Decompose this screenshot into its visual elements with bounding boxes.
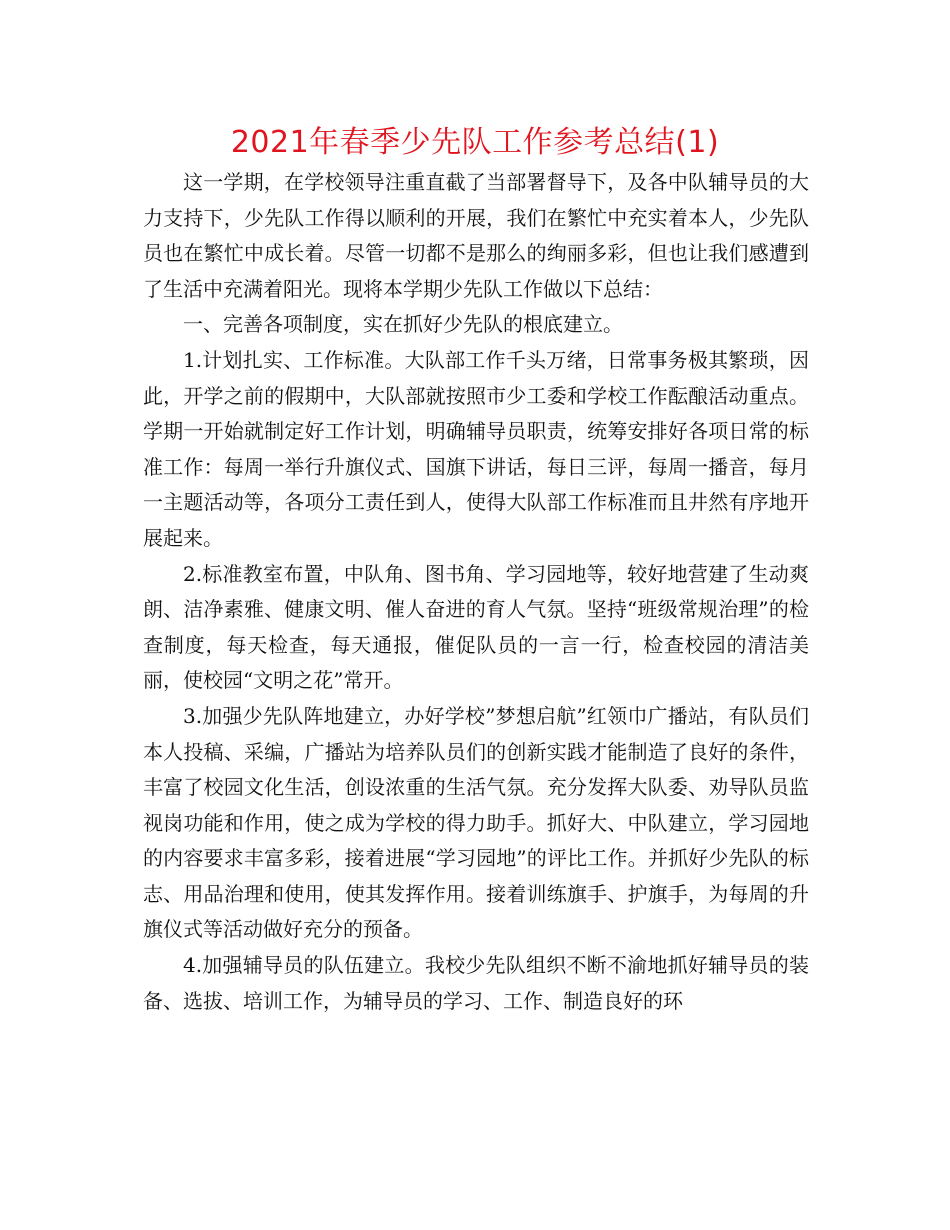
document-body [143,165,809,1019]
paragraph-intro: 这一学期，在学校领导注重直截了当部署督导下，及各中队辅导员的大力支持下，少先队工作得以顺利的开展，我们在繁忙中充实着本人，少先队员也在繁忙中成长着。尽管一切都不是那么的绚丽多彩，但也让我们感遭到了生活中充满着阳光。现将本学期少先队工作做以下总结： [143,170,809,301]
paragraph-item-3: 3.加强少先队阵地建立，办好学校”梦想启航”红领巾广播站，有队员们本人投稿、采编，广播站为培养队员们的创新实践才能制造了良好的条件，丰富了校园文化生活，创设浓重的生活气氛。充分发挥大队委、劝导队员监视岗功能和作用，使之成为学校的得力助手。抓好大、中队建立，学习园地的内容要求丰富多彩，接着进展“学习园地”的评比工作。并抓好少先队的标志、用品治理和使用，使其发挥作用。接着训练旗手、护旗手，为每周的升旗仪式等活动做好充分的预备。 [143,703,809,942]
paragraph-item-1: 1.计划扎实、工作标准。大队部工作千头万绪，日常事务极其繁琐，因此，开学之前的假期中，大队部就按照市少工委和学校工作酝酿活动重点。学期一开始就制定好工作计划，明确辅导员职责，统筹安排好各项日常的标准工作：每周一举行升旗仪式、国旗下讲话，每日三评，每周一播音，每月一主题活动等，各项分工责任到人，使得大队部工作标准而且井然有序地开展起来。 [143,347,809,550]
document-title: 2021年春季少先队工作参考总结(1) [230,125,720,160]
paragraph-item-2: 2.标准教室布置，中队角、图书角、学习园地等，较好地营建了生动爽朗、洁净素雅、健康文明、催人奋进的育人气氛。坚持“班级常规治理”的检查制度，每天检查，每天通报，催促队员的一言一行，检查校园的清洁美丽，使校园“文明之花”常开。 [143,561,809,693]
paragraph-section-heading: 一、完善各项制度，实在抓好少先队的根底建立。 [183,312,623,337]
paragraph-item-4: 4.加强辅导员的队伍建立。我校少先队组织不断不渝地抓好辅导员的装备、选拔、培训工作，为辅导员的学习、工作、制造良好的环 [143,953,809,1013]
